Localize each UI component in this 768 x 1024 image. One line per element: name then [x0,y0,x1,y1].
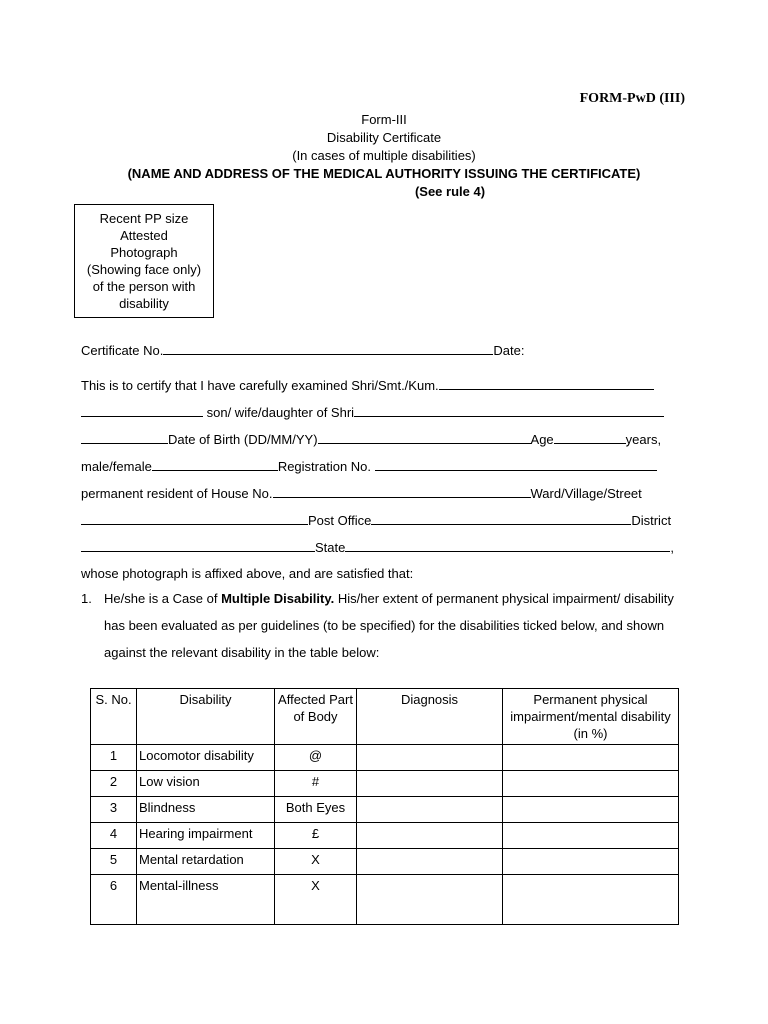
post-office-label: Post Office [308,513,372,528]
photo-box-line: Recent PP size [99,211,189,226]
years-label: years, [625,432,662,447]
header-percent: Permanent physical impairment/mental disability (in %) [503,689,679,745]
cell-part: # [275,771,357,797]
age-label: Age [530,432,554,447]
examined-name-field[interactable] [439,377,654,390]
photo-box-line: disability [119,296,169,311]
header-diagnosis: Diagnosis [357,689,503,745]
cell-diagnosis[interactable] [357,745,503,771]
relation-line [81,404,664,420]
cell-disability: Low vision [137,771,275,797]
state-comma: , [670,540,674,555]
registration-label: Registration No. [277,459,372,474]
photo-box-line: Attested [120,228,168,243]
cell-percent[interactable] [503,745,679,771]
photo-box-line: of the person with [92,279,196,294]
cell-part: Both Eyes [275,797,357,823]
cell-percent[interactable] [503,771,679,797]
certificate-no-line [81,342,524,358]
disability-table [90,688,679,925]
clause-text-before: He/she is a Case of [104,591,222,606]
cell-part: £ [275,823,357,849]
cell-diagnosis[interactable] [357,797,503,823]
clause-number: 1. [81,591,92,606]
authority-heading: (NAME AND ADDRESS OF THE MEDICAL AUTHORITY ISSUING THE CERTIFICATE) [127,166,641,181]
cell-sno: 3 [91,797,137,823]
form-number: Form-III [361,112,407,127]
table-row [91,875,679,925]
cell-diagnosis[interactable] [357,771,503,797]
district-field[interactable] [81,539,315,552]
cell-diagnosis[interactable] [357,875,503,925]
header-sno: S. No. [91,689,137,745]
table-header-row [91,689,679,745]
cell-disability: Locomotor disability [137,745,275,771]
gender-label: male/female [81,459,152,474]
state-line [81,539,674,555]
certificate-no-field[interactable] [163,342,493,355]
cell-sno: 5 [91,849,137,875]
table-row [91,771,679,797]
house-no-field[interactable] [273,485,531,498]
rule-reference: (See rule 4) [414,184,486,199]
table-row [91,849,679,875]
cell-percent[interactable] [503,797,679,823]
header-disability: Disability [137,689,275,745]
photo-box [74,204,214,318]
state-field[interactable] [345,539,670,552]
registration-field[interactable] [375,458,657,471]
cell-disability: Hearing impairment [137,823,275,849]
gender-registration-line [81,458,657,474]
certify-line [81,377,654,393]
cell-percent[interactable] [503,849,679,875]
cell-sno: 1 [91,745,137,771]
cell-part: X [275,849,357,875]
cell-diagnosis[interactable] [357,823,503,849]
district-label: District [631,513,672,528]
relation-prefix-field[interactable] [81,404,203,417]
date-label: Date: [493,343,525,358]
post-office-field[interactable] [371,512,631,525]
cell-part: X [275,875,357,925]
cell-sno: 4 [91,823,137,849]
cell-percent[interactable] [503,823,679,849]
dob-field[interactable] [318,431,531,444]
cell-diagnosis[interactable] [357,849,503,875]
clause-1 [81,585,691,666]
header-affected-part: Affected Part of Body [275,689,357,745]
state-label: State [315,540,346,555]
dob-label: Date of Birth (DD/MM/YY) [168,432,318,447]
relation-label: son/ wife/daughter of Shri [206,405,355,420]
clause-text [104,585,691,666]
document-subtitle: (In cases of multiple disabilities) [292,148,476,163]
cell-disability: Mental retardation [137,849,275,875]
table-row [91,823,679,849]
table-row [91,745,679,771]
ward-label: Ward/Village/Street [530,486,642,501]
cell-part: @ [275,745,357,771]
cell-disability: Blindness [137,797,275,823]
photo-affixed-line: whose photograph is affixed above, and are satisfied that: [81,566,414,581]
dob-prefix-field[interactable] [81,431,168,444]
cell-percent[interactable] [503,875,679,925]
form-code: FORM-PwD (III) [579,91,685,106]
cell-sno: 2 [91,771,137,797]
clause-text-after: His/her extent of permanent physical impairment/ disability has been evaluated as per guidelines (to be specified) for the disabilities ticked below, and shown against the relevant disability in the table below: [104,591,674,660]
table-row [91,797,679,823]
cell-sno: 6 [91,875,137,925]
document-title: Disability Certificate [326,130,442,145]
gender-field[interactable] [152,458,278,471]
resident-label: permanent resident of House No. [81,486,273,501]
photo-box-line: (Showing face only) [86,262,202,277]
age-field[interactable] [554,431,626,444]
cell-disability: Mental-illness [137,875,275,925]
photo-box-line: Photograph [110,245,178,260]
certify-text: This is to certify that I have carefully examined Shri/Smt./Kum. [81,378,439,393]
dob-line [81,431,661,447]
resident-line [81,485,642,501]
ward-field[interactable] [81,512,308,525]
post-office-line [81,512,671,528]
parent-name-field[interactable] [354,404,664,417]
clause-text-bold: Multiple Disability. [221,591,335,606]
certificate-no-label: Certificate No. [81,343,164,358]
